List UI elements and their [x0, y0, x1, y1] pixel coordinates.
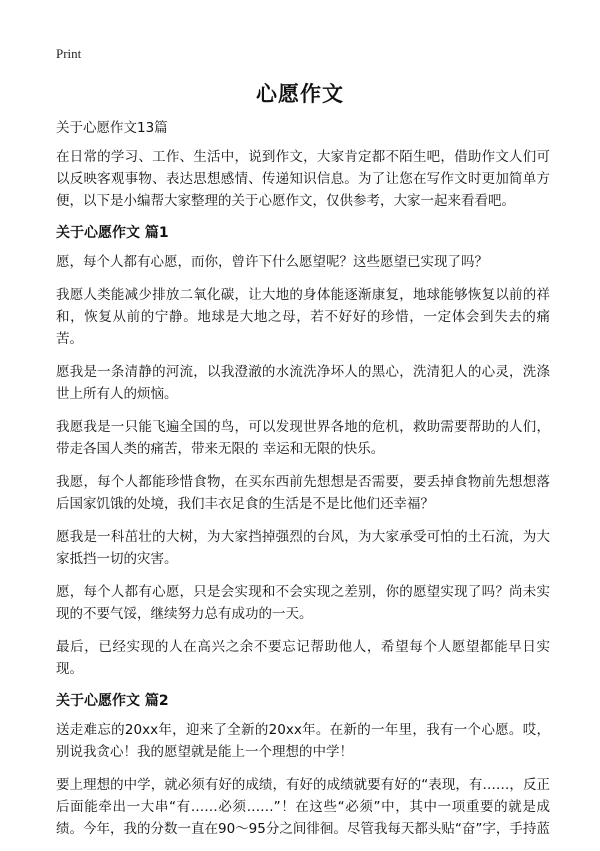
page-title: 心愿作文	[256, 82, 344, 106]
print-link[interactable]: Print	[56, 46, 82, 61]
document-subtitle: 关于心愿作文13篇	[56, 120, 168, 136]
intro-paragraph: 在日常的学习、工作、生活中，说到作文，大家肯定都不陌生吧，借助作文人们可以反映客观事物、表达思想感情、传递知识信息。为了让您在写作文时更加简单方便，以下是小编帮大家整理的关于心愿作文，仅供参考，大家一起来看看吧。	[56, 149, 550, 209]
paragraph: 我愿人类能减少排放二氧化碳，让大地的身体能逐渐康复，地球能够恢复以前的祥和，恢复从前的宁静。地球是大地之母，若不好好的珍惜，一定体会到失去的痛苦。	[56, 287, 550, 347]
section-heading-1: 关于心愿作文 篇1	[56, 225, 169, 241]
paragraph: 愿我是一条清静的河流，以我澄澈的水流洗净坏人的黑心，洗清犯人的心灵，洗涤世上所有人的烦恼。	[56, 364, 550, 402]
paragraph: 要上理想的中学，就必须有好的成绩，有好的成绩就要有好的“表现，有……，反正后面能牵出一大串“有……必须……”！在这些“必须”中，其中一项重要的就是成绩。今年，我的分数一直在90～95分之间徘徊。尽管我每天都头贴“奋”字，手持蓝	[56, 777, 550, 837]
document-body	[56, 118, 550, 851]
paragraph: 愿，每个人都有心愿，而你，曾许下什么愿望呢？这些愿望已实现了吗？	[56, 254, 488, 270]
section-heading-2: 关于心愿作文 篇2	[56, 693, 169, 709]
paragraph: 愿我是一科茁壮的大树，为大家挡掉强烈的台风，为大家承受可怕的土石流，为大家抵挡一切的灾害。	[56, 529, 550, 567]
paragraph: 我愿，每个人都能珍惜食物，在买东西前先想想是否需要，要丢掉食物前先想想落后国家饥饿的处境，我们丰衣足食的生活是不是比他们还幸福？	[56, 474, 550, 512]
paragraph: 送走难忘的20xx年，迎来了全新的20xx年。在新的一年里，我有一个心愿。哎，别说我贪心！我的愿望就是能上一个理想的中学！	[56, 722, 550, 760]
paragraph: 我愿我是一只能飞遍全国的鸟，可以发现世界各地的危机，救助需要帮助的人们，带走各国人类的痛苦，带来无限的 幸运和无限的快乐。	[56, 419, 550, 457]
paragraph: 愿，每个人都有心愿，只是会实现和不会实现之差别，你的愿望实现了吗？尚未实现的不要气馁，继续努力总有成功的一天。	[56, 584, 550, 622]
paragraph: 最后，已经实现的人在高兴之余不要忘记帮助他人，希望每个人愿望都能早日实现。	[56, 639, 550, 677]
